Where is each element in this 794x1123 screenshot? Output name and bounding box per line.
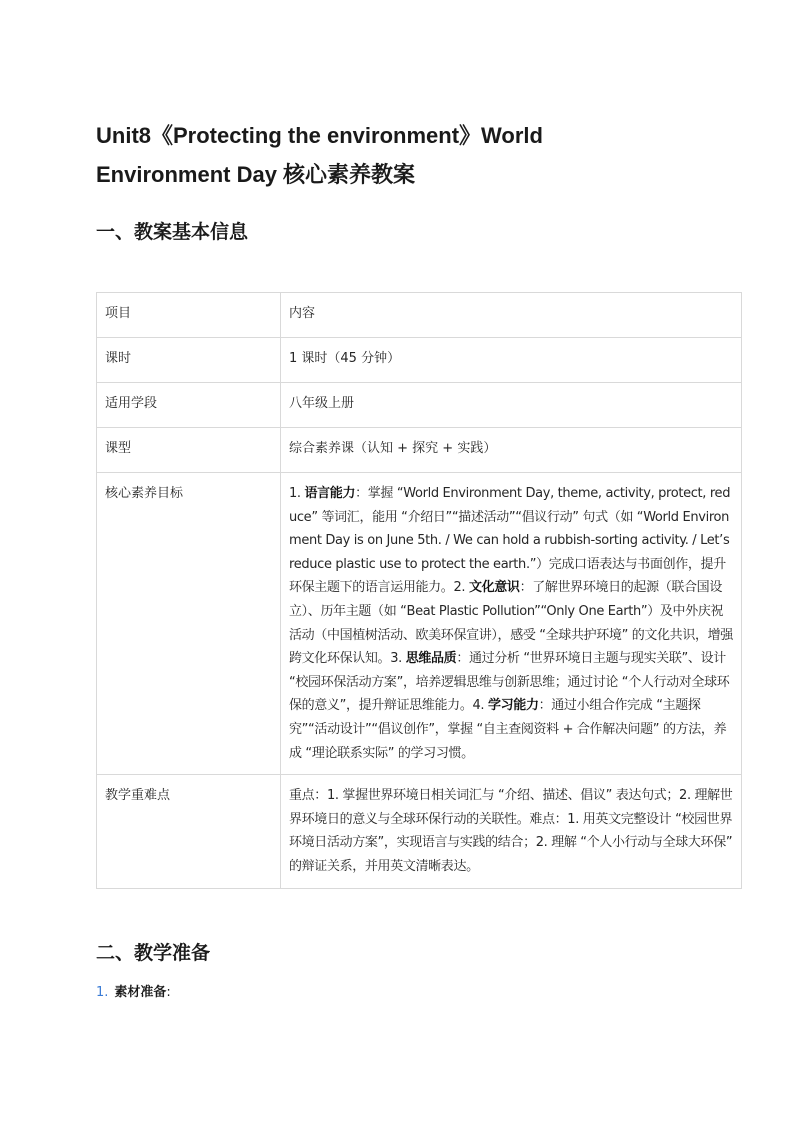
goal-2-number: 2. xyxy=(453,580,469,596)
section-heading-preparation: 二、教学准备 xyxy=(96,942,211,964)
table-row xyxy=(97,428,742,473)
row-label-lesson-type: 课型 xyxy=(97,428,281,473)
row-label-grade: 适用学段 xyxy=(97,383,281,428)
document-title-line-1: Unit8《Protecting the environment》World xyxy=(96,123,543,148)
row-label-key-points: 教学重难点 xyxy=(97,775,281,888)
list-item-suffix: : xyxy=(166,985,171,1000)
list-item-number: 1. xyxy=(96,985,109,1000)
goal-1-title: 语言能力 xyxy=(304,486,356,501)
table-row xyxy=(97,383,742,428)
list-item-label: 素材准备 xyxy=(114,985,167,1000)
table-row-core-goals xyxy=(97,473,742,775)
row-label-class-hours: 课时 xyxy=(97,338,281,383)
goal-2-text: ：了解世界环境日的起源（联合国设立）、历年主题（如 “Beat Plastic Pollution”“Only One Earth”）及中外庆祝活动（中国植树活动、欧美环保宣讲），感受 “全球共护环境” 的文化共识，增强跨文化环保认知。 xyxy=(289,580,733,667)
document-title xyxy=(96,116,706,194)
row-value-grade: 八年级上册 xyxy=(281,383,742,428)
table-header-content: 内容 xyxy=(281,293,742,338)
goal-3-text: ：通过分析 “世界环境日主题与现实关联”、设计 “校园环保活动方案”，培养逻辑思维与创新思维；通过讨论 “个人行动对全球环保的意义”，提升辩证思维能力。 xyxy=(289,651,730,714)
table-header-item: 项目 xyxy=(97,293,281,338)
goal-4-number: 4. xyxy=(472,698,488,714)
goal-4-text: ：通过小组合作完成 “主题探究”“活动设计”“倡议创作”，掌握 “自主查阅资料 + 合作解决问题” 的方法，养成 “理论联系实际” 的学习习惯。 xyxy=(289,698,727,761)
goal-2-title: 文化意识 xyxy=(468,580,520,596)
goal-1-number: 1. xyxy=(289,486,305,501)
section-heading-basic-info: 一、教案基本信息 xyxy=(96,221,249,243)
goal-3-title: 思维品质 xyxy=(405,651,457,667)
row-label-core-goals: 核心素养目标 xyxy=(97,473,281,775)
row-value-key-points: 重点：1. 掌握世界环境日相关词汇与 “介绍、描述、倡议” 表达句式；2. 理解世界环境日的意义与全球环保行动的关联性。难点：1. 用英文完整设计 “校园世界环境日活动方案”，实现语言与实践的结合；2. 理解 “个人小行动与全球大环保” 的辩证关系，并用英文清晰表达。 xyxy=(281,775,742,888)
row-value-lesson-type: 综合素养课（认知 + 探究 + 实践） xyxy=(281,428,742,473)
table-row xyxy=(97,338,742,383)
goal-1-text: ：掌握 “World Environment Day, theme, activity, protect, reduce” 等词汇，能用 “介绍日”“描述活动”“倡议行动” 句式（如 “World Environment Day is on June 5th. / We can hold a rubbish-sorting activity. / Let’s reduce plastic use to protect the earth.”）完成口语表达与书面创作，提升环保主题下的语言运用能力。 xyxy=(289,486,731,596)
row-value-core-goals xyxy=(281,473,742,775)
goal-3-number: 3. xyxy=(390,651,406,667)
table-row-key-points xyxy=(97,775,742,888)
list-item xyxy=(96,984,171,1002)
row-value-class-hours: 1 课时（45 分钟） xyxy=(281,338,742,383)
document-title-line-2: Environment Day 核心素养教案 xyxy=(96,162,416,187)
lesson-info-table xyxy=(96,292,742,889)
table-header-row xyxy=(97,293,742,338)
goal-4-title: 学习能力 xyxy=(488,698,539,714)
